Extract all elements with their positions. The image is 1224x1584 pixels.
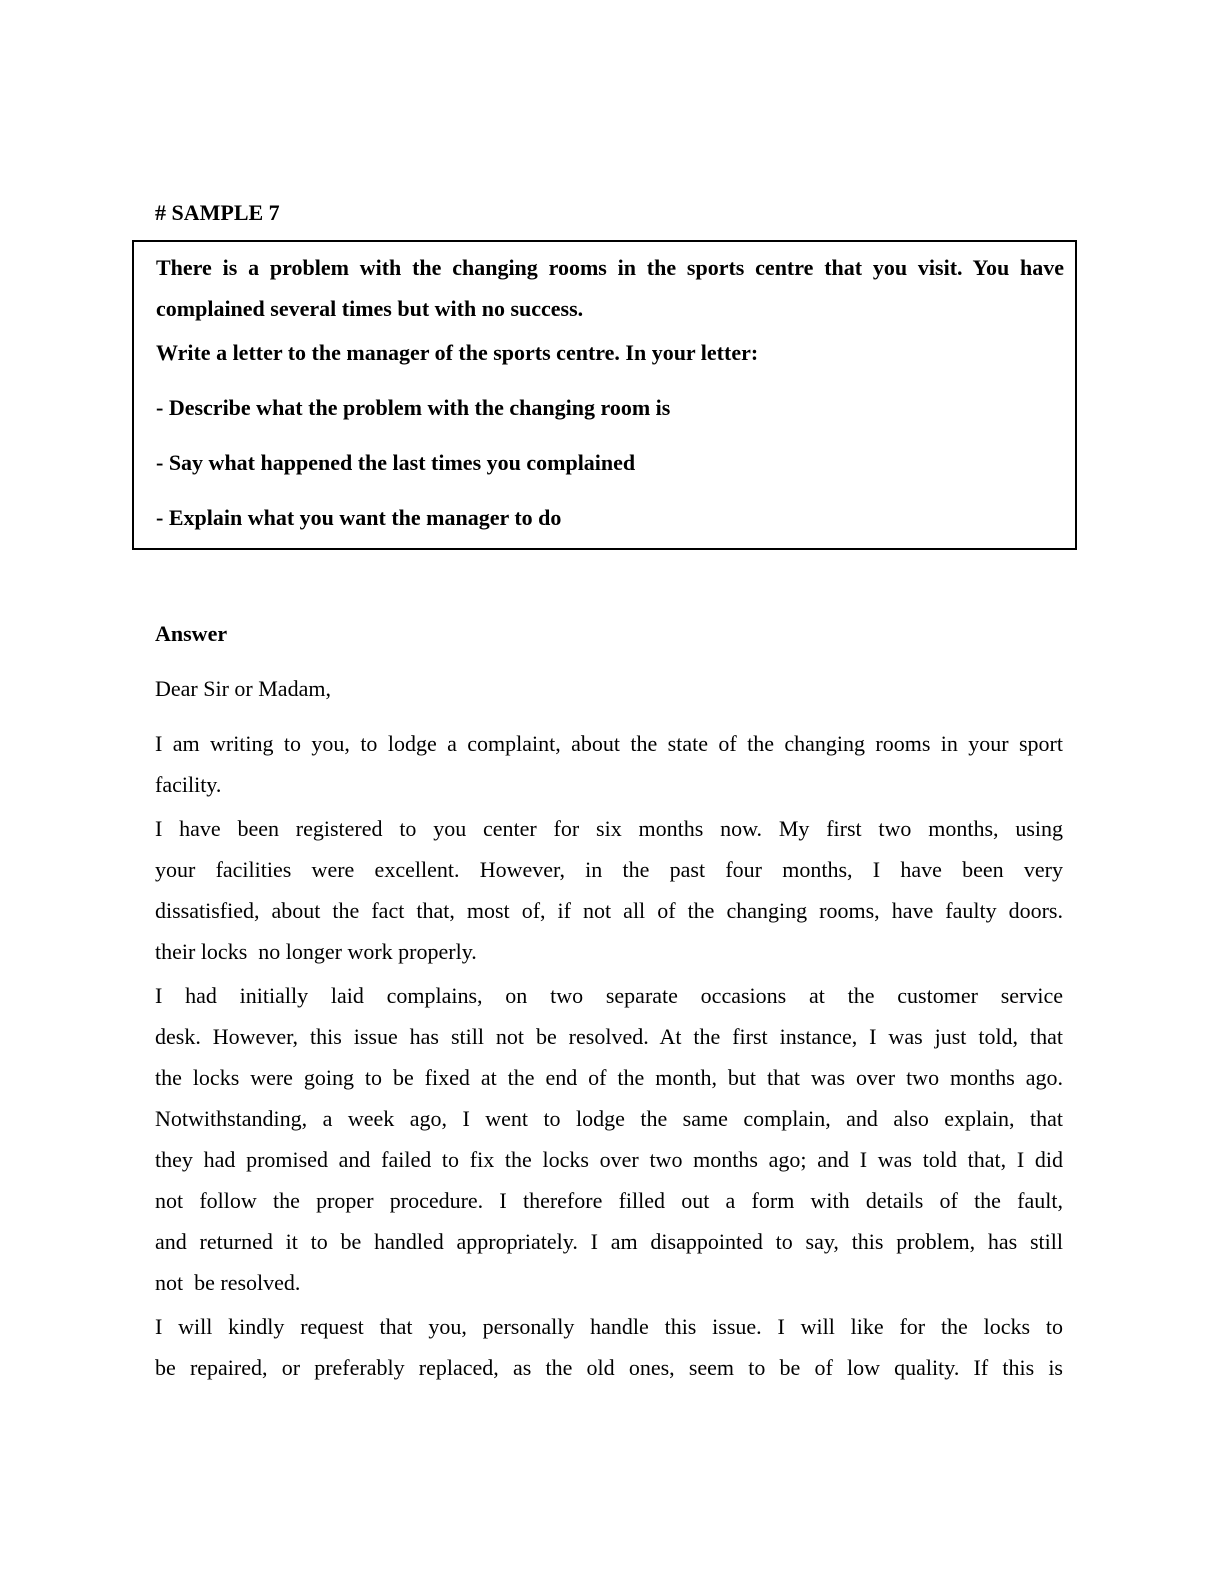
task-line: There is a problem with the changing rooms in the sports centre that you visit. You have [156,255,1064,280]
task-bullet: - Explain what you want the manager to do [156,505,562,530]
task-bullet: - Describe what the problem with the changing room is [156,395,671,420]
letter-line: not be resolved. [155,1270,301,1295]
letter-line: I will kindly request that you, personally handle this issue. I will like for the locks to [155,1314,1063,1339]
letter-line: they had promised and failed to fix the locks over two months ago; and I was told that, I did [155,1147,1063,1172]
letter-line: your facilities were excellent. However, in the past four months, I have been very [155,857,1063,882]
letter-line: I am writing to you, to lodge a complaint, about the state of the changing rooms in your sport [155,731,1063,756]
letter-line: not follow the proper procedure. I therefore filled out a form with details of the fault, [155,1188,1063,1213]
answer-label: Answer [155,621,228,646]
task-line: Write a letter to the manager of the sports centre. In your letter: [156,340,759,365]
letter-line: I had initially laid complains, on two separate occasions at the customer service [155,983,1063,1008]
letter-salutation: Dear Sir or Madam, [155,676,331,701]
letter-line: facility. [155,772,222,797]
task-line: complained several times but with no success. [156,296,584,321]
letter-line: the locks were going to be fixed at the end of the month, but that was over two months ago. [155,1065,1063,1090]
letter-line: be repaired, or preferably replaced, as the old ones, seem to be of low quality. If this is [155,1355,1063,1380]
letter-line: dissatisfied, about the fact that, most of, if not all of the changing rooms, have faulty doors. [155,898,1063,923]
letter-line: their locks no longer work properly. [155,939,477,964]
task-bullet: - Say what happened the last times you complained [156,450,636,475]
task-prompt-box [132,240,1077,550]
letter-line: I have been registered to you center for six months now. My first two months, using [155,816,1063,841]
sample-heading: # SAMPLE 7 [155,200,280,225]
letter-line: and returned it to be handled appropriately. I am disappointed to say, this problem, has still [155,1229,1063,1254]
letter-line: desk. However, this issue has still not be resolved. At the first instance, I was just told, that [155,1024,1063,1049]
letter-line: Notwithstanding, a week ago, I went to lodge the same complain, and also explain, that [155,1106,1063,1131]
